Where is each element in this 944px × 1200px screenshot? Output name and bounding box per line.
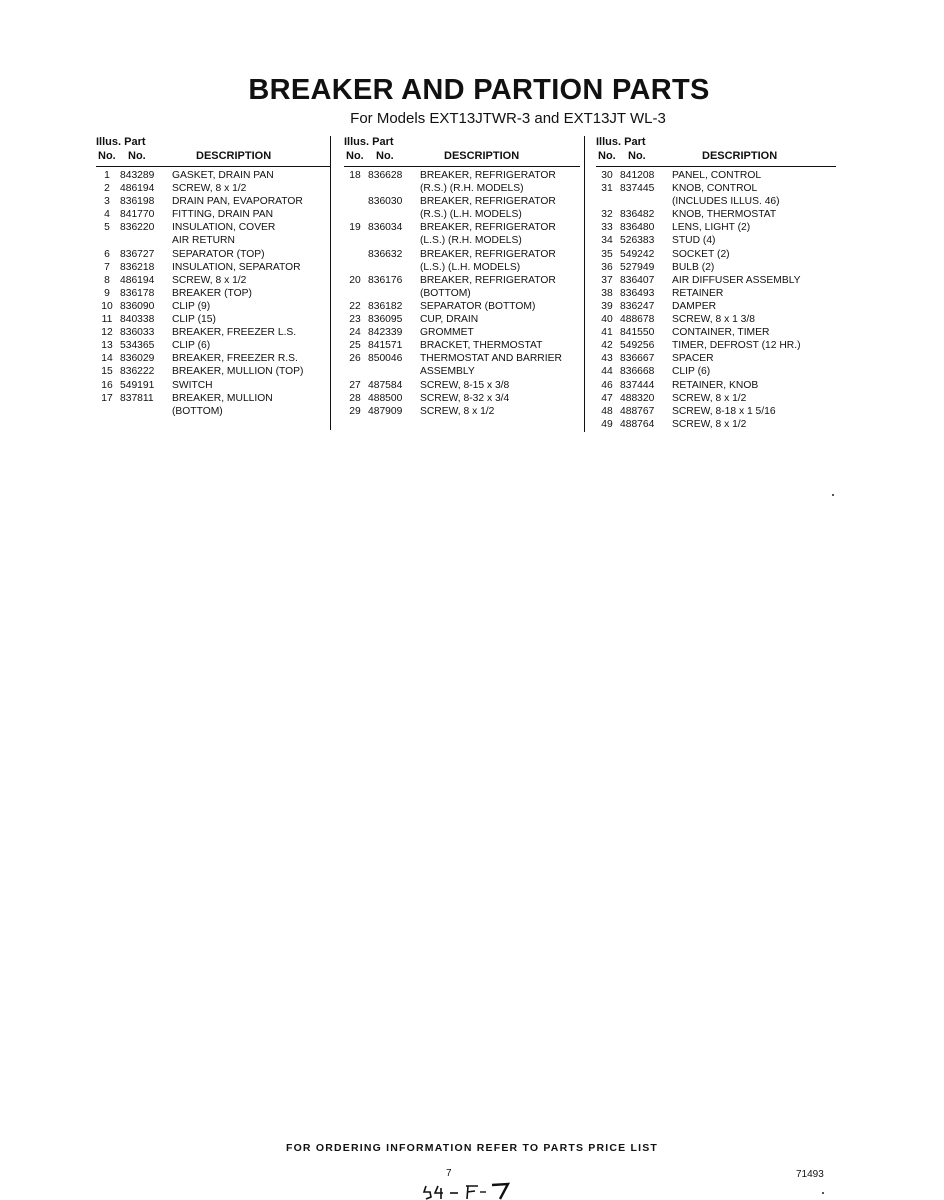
part-no-cell: 488320 — [620, 392, 655, 404]
table-row — [96, 392, 330, 405]
description-cell: (R.S.) (L.H. MODELS) — [420, 209, 522, 221]
part-no-cell: 549242 — [620, 248, 655, 260]
illus-no-cell: 33 — [601, 222, 613, 234]
table-row — [344, 313, 580, 326]
table-row — [96, 234, 330, 247]
description-cell: SEPARATOR (TOP) — [172, 248, 265, 260]
illus-no-cell — [344, 261, 366, 274]
table-row — [96, 365, 330, 378]
table-row — [344, 326, 580, 339]
part-no-cell: 836033 — [120, 327, 155, 339]
part-no-cell: 850046 — [368, 353, 403, 365]
ordering-info-footer: FOR ORDERING INFORMATION REFER TO PARTS PRICE LIST — [285, 1142, 659, 1154]
table-row — [344, 392, 580, 405]
table-row — [596, 208, 836, 221]
illus-no-cell: 44 — [601, 366, 613, 378]
description-cell: PANEL, CONTROL — [672, 170, 762, 181]
part-no-cell — [366, 287, 420, 300]
part-no-cell: 837445 — [620, 183, 655, 195]
description-cell: STUD (4) — [672, 235, 716, 247]
table-row — [96, 313, 330, 326]
part-no-header: No. — [628, 150, 646, 162]
table-row — [96, 379, 330, 392]
table-row — [96, 169, 330, 182]
description-cell: KNOB, CONTROL — [672, 183, 758, 195]
illus-no-cell: 22 — [349, 300, 361, 312]
page-number: 7 — [446, 1168, 452, 1179]
part-no-cell: 836407 — [620, 274, 655, 286]
table-row — [344, 208, 580, 221]
table-row — [96, 195, 330, 208]
part-no-cell: 841550 — [620, 327, 655, 339]
part-no-cell — [618, 195, 672, 208]
parts-list — [596, 167, 836, 431]
illus-no-cell: 47 — [601, 392, 613, 404]
table-row — [344, 339, 580, 352]
part-no-cell: 836030 — [368, 196, 403, 208]
part-no-cell: 836628 — [368, 170, 403, 181]
part-no-cell: 836095 — [368, 314, 403, 326]
description-cell: SCREW, 8-15 x 3/8 — [420, 379, 510, 391]
illus-no-cell: 38 — [601, 287, 613, 299]
illus-no-cell: 10 — [101, 300, 113, 312]
description-cell: SCREW, 8 x 1/2 — [172, 183, 247, 195]
illus-no-cell — [344, 248, 366, 261]
parts-column-3 — [596, 134, 836, 431]
illus-part-header: Illus. Part — [96, 136, 146, 148]
illus-no-cell: 11 — [101, 314, 113, 326]
table-row — [596, 182, 836, 195]
table-row — [596, 274, 836, 287]
illus-part-header: Illus. Part — [344, 136, 394, 148]
table-row — [96, 248, 330, 261]
part-no-cell — [366, 261, 420, 274]
description-cell: INSULATION, COVER — [172, 222, 276, 234]
table-row — [344, 248, 580, 261]
column-header — [344, 134, 580, 167]
table-row — [596, 287, 836, 300]
illus-no-cell — [344, 182, 366, 195]
part-no-cell: 836178 — [120, 287, 155, 299]
part-no-cell: 836090 — [120, 300, 155, 312]
description-cell: SWITCH — [172, 379, 213, 391]
table-row — [596, 221, 836, 234]
description-cell: CUP, DRAIN — [420, 314, 479, 326]
scan-speck — [822, 1192, 824, 1194]
description-cell: CLIP (15) — [172, 314, 216, 326]
description-cell: CLIP (6) — [672, 366, 711, 378]
table-row — [596, 365, 836, 378]
description-header: DESCRIPTION — [444, 150, 520, 162]
description-cell: GROMMET — [420, 327, 474, 339]
table-row — [96, 352, 330, 365]
part-no-cell: 549256 — [620, 340, 655, 352]
part-no-header: No. — [128, 150, 146, 162]
table-row — [344, 195, 580, 208]
description-cell: (L.S.) (R.H. MODELS) — [420, 235, 522, 247]
models-subtitle: For Models EXT13JTWR-3 and EXT13JT WL-3 — [350, 110, 666, 127]
illus-no-cell: 4 — [104, 209, 110, 221]
part-no-cell: 534365 — [120, 340, 155, 352]
table-row — [344, 379, 580, 392]
part-no-cell — [366, 182, 420, 195]
illus-no-cell: 13 — [101, 340, 113, 352]
illus-no-header: No. — [598, 150, 616, 162]
description-cell: BREAKER (TOP) — [172, 287, 252, 299]
description-cell: (L.S.) (L.H. MODELS) — [420, 261, 521, 273]
table-row — [344, 352, 580, 365]
part-no-cell: 843289 — [120, 170, 155, 181]
description-cell: SOCKET (2) — [672, 248, 730, 260]
table-row — [96, 221, 330, 234]
illus-no-cell: 25 — [349, 340, 361, 352]
table-row — [96, 339, 330, 352]
illus-no-cell: 15 — [101, 366, 113, 378]
illus-no-cell: 28 — [349, 392, 361, 404]
description-cell: BREAKER, REFRIGERATOR — [420, 222, 556, 234]
table-row — [344, 274, 580, 287]
part-no-cell: 836632 — [368, 248, 403, 260]
description-cell: BREAKER, MULLION — [172, 392, 273, 404]
illus-no-cell: 49 — [601, 418, 613, 430]
illus-no-cell: 8 — [104, 274, 110, 286]
description-cell: BREAKER, REFRIGERATOR — [420, 196, 556, 208]
table-row — [96, 274, 330, 287]
table-row — [96, 182, 330, 195]
illus-part-header: Illus. Part — [596, 136, 646, 148]
table-row — [344, 405, 580, 418]
illus-no-cell: 16 — [101, 379, 113, 391]
part-no-cell: 836220 — [120, 222, 155, 234]
part-no-cell: 487584 — [368, 379, 403, 391]
description-cell: SEPARATOR (BOTTOM) — [420, 300, 536, 312]
description-cell: BREAKER, REFRIGERATOR — [420, 248, 556, 260]
part-no-cell: 841770 — [120, 209, 155, 221]
part-no-cell: 836667 — [620, 353, 655, 365]
part-no-cell: 836222 — [120, 366, 155, 378]
description-cell: CONTAINER, TIMER — [672, 327, 770, 339]
description-cell: BREAKER, MULLION (TOP) — [172, 366, 304, 378]
part-no-cell — [366, 234, 420, 247]
table-row — [596, 379, 836, 392]
description-cell: ASSEMBLY — [420, 366, 475, 378]
table-row — [596, 352, 836, 365]
description-cell: SCREW, 8 x 1/2 — [672, 392, 747, 404]
table-row — [344, 261, 580, 274]
illus-no-cell: 23 — [349, 314, 361, 326]
part-no-cell: 837811 — [120, 392, 154, 404]
description-cell: TIMER, DEFROST (12 HR.) — [672, 340, 801, 352]
illus-no-cell: 36 — [601, 261, 613, 273]
illus-no-cell: 1 — [104, 170, 110, 181]
part-no-cell: 840338 — [120, 314, 155, 326]
part-no-cell: 836493 — [620, 287, 655, 299]
parts-list — [344, 167, 580, 418]
table-row — [96, 261, 330, 274]
part-no-cell: 549191 — [120, 379, 155, 391]
description-header: DESCRIPTION — [702, 150, 778, 162]
description-cell: SCREW, 8 x 1/2 — [672, 418, 747, 430]
column-divider — [584, 136, 585, 432]
table-row — [596, 300, 836, 313]
description-cell: SPACER — [672, 353, 714, 365]
description-cell: KNOB, THERMOSTAT — [672, 209, 777, 221]
illus-no-cell: 27 — [349, 379, 361, 391]
parts-column-1 — [96, 134, 330, 418]
description-cell: BRACKET, THERMOSTAT — [420, 340, 543, 352]
column-header — [596, 134, 836, 167]
table-row — [596, 418, 836, 431]
table-row — [344, 182, 580, 195]
table-row — [596, 392, 836, 405]
part-no-cell: 486194 — [120, 274, 155, 286]
table-row — [596, 326, 836, 339]
table-row — [596, 261, 836, 274]
illus-no-cell: 18 — [349, 170, 361, 181]
illus-no-cell: 34 — [601, 235, 613, 247]
illus-no-cell: 19 — [349, 222, 361, 234]
illus-no-cell: 3 — [104, 196, 110, 208]
description-cell: AIR RETURN — [172, 235, 235, 247]
illus-no-cell: 14 — [101, 353, 113, 365]
part-no-cell — [366, 365, 420, 378]
illus-no-header: No. — [98, 150, 116, 162]
page-title: BREAKER AND PARTION PARTS — [248, 74, 710, 106]
table-row — [96, 405, 330, 418]
description-cell: DAMPER — [672, 300, 717, 312]
illus-no-cell: 42 — [601, 340, 613, 352]
table-row — [596, 169, 836, 182]
illus-no-cell: 12 — [101, 327, 113, 339]
part-no-cell: 842339 — [368, 327, 403, 339]
table-row — [596, 313, 836, 326]
illus-no-cell: 6 — [104, 248, 110, 260]
illus-no-cell: 37 — [601, 274, 613, 286]
handwritten-note — [420, 1180, 530, 1200]
part-no-cell: 836198 — [120, 196, 155, 208]
illus-no-cell — [96, 405, 118, 418]
illus-no-cell: 35 — [601, 248, 613, 260]
illus-no-cell: 17 — [101, 392, 113, 404]
description-cell: DRAIN PAN, EVAPORATOR — [172, 196, 303, 208]
part-no-cell: 841571 — [368, 340, 403, 352]
parts-list — [96, 167, 330, 418]
table-row — [596, 234, 836, 247]
scan-speck — [832, 494, 834, 496]
part-no-cell: 836029 — [120, 353, 155, 365]
illus-no-cell: 24 — [349, 327, 361, 339]
part-no-cell: 836247 — [620, 300, 655, 312]
illus-no-header: No. — [346, 150, 364, 162]
description-cell: THERMOSTAT AND BARRIER — [420, 353, 562, 365]
illus-no-cell — [344, 287, 366, 300]
part-no-cell: 836182 — [368, 300, 403, 312]
table-row — [344, 221, 580, 234]
table-row — [596, 195, 836, 208]
part-no-cell: 487909 — [368, 405, 403, 417]
part-no-header: No. — [376, 150, 394, 162]
illus-no-cell: 20 — [349, 274, 361, 286]
part-no-cell — [118, 405, 172, 418]
description-cell: BREAKER, REFRIGERATOR — [420, 170, 556, 181]
document-number: 71493 — [796, 1169, 824, 1180]
table-row — [344, 365, 580, 378]
description-cell: SCREW, 8-32 x 3/4 — [420, 392, 510, 404]
description-cell: BREAKER, FREEZER L.S. — [172, 327, 297, 339]
description-cell: GASKET, DRAIN PAN — [172, 170, 274, 181]
illus-no-cell — [96, 234, 118, 247]
table-row — [96, 300, 330, 313]
description-cell: INSULATION, SEPARATOR — [172, 261, 301, 273]
description-header: DESCRIPTION — [196, 150, 272, 162]
illus-no-cell: 46 — [601, 379, 613, 391]
column-divider — [330, 136, 331, 430]
description-cell: BREAKER, REFRIGERATOR — [420, 274, 556, 286]
illus-no-cell: 29 — [349, 405, 361, 417]
description-cell: RETAINER — [672, 287, 724, 299]
illus-no-cell: 9 — [104, 287, 110, 299]
description-cell: SCREW, 8 x 1/2 — [420, 405, 495, 417]
part-no-cell: 836482 — [620, 209, 655, 221]
illus-no-cell: 2 — [104, 183, 110, 195]
description-cell: (INCLUDES ILLUS. 46) — [672, 196, 780, 208]
description-cell: BULB (2) — [672, 261, 715, 273]
description-cell: CLIP (6) — [172, 340, 211, 352]
illus-no-cell — [344, 195, 366, 208]
table-row — [596, 248, 836, 261]
part-no-cell: 486194 — [120, 183, 155, 195]
table-row — [596, 405, 836, 418]
description-cell: (R.S.) (R.H. MODELS) — [420, 183, 524, 195]
column-header — [96, 134, 330, 167]
part-no-cell: 836668 — [620, 366, 655, 378]
table-row — [344, 234, 580, 247]
illus-no-cell: 43 — [601, 353, 613, 365]
part-no-cell: 526383 — [620, 235, 655, 247]
table-row — [96, 287, 330, 300]
part-no-cell: 836034 — [368, 222, 403, 234]
table-row — [596, 339, 836, 352]
table-row — [96, 208, 330, 221]
description-cell: SCREW, 8-18 x 1 5/16 — [672, 405, 776, 417]
illus-no-cell — [596, 195, 618, 208]
illus-no-cell: 32 — [601, 209, 613, 221]
description-cell: FITTING, DRAIN PAN — [172, 209, 274, 221]
description-cell: RETAINER, KNOB — [672, 379, 759, 391]
description-cell: (BOTTOM) — [420, 287, 471, 299]
parts-column-2 — [344, 134, 580, 418]
part-no-cell: 488764 — [620, 418, 655, 430]
part-no-cell: 836480 — [620, 222, 655, 234]
table-row — [344, 287, 580, 300]
description-cell: (BOTTOM) — [172, 405, 223, 417]
illus-no-cell: 30 — [601, 170, 613, 181]
part-no-cell: 837444 — [620, 379, 655, 391]
part-no-cell: 488767 — [620, 405, 655, 417]
illus-no-cell: 39 — [601, 300, 613, 312]
illus-no-cell — [344, 234, 366, 247]
description-cell: SCREW, 8 x 1 3/8 — [672, 314, 755, 326]
illus-no-cell: 5 — [104, 222, 110, 234]
description-cell: LENS, LIGHT (2) — [672, 222, 751, 234]
part-no-cell — [118, 234, 172, 247]
illus-no-cell — [344, 365, 366, 378]
part-no-cell: 527949 — [620, 261, 655, 273]
part-no-cell: 836176 — [368, 274, 403, 286]
table-row — [344, 300, 580, 313]
illus-no-cell — [344, 208, 366, 221]
illus-no-cell: 26 — [349, 353, 361, 365]
table-row — [96, 326, 330, 339]
illus-no-cell: 48 — [601, 405, 613, 417]
part-no-cell: 836218 — [120, 261, 155, 273]
table-row — [344, 169, 580, 182]
illus-no-cell: 40 — [601, 314, 613, 326]
part-no-cell: 488678 — [620, 314, 655, 326]
description-cell: SCREW, 8 x 1/2 — [172, 274, 247, 286]
part-no-cell: 836727 — [120, 248, 155, 260]
description-cell: CLIP (9) — [172, 300, 211, 312]
description-cell: BREAKER, FREEZER R.S. — [172, 353, 298, 365]
illus-no-cell: 31 — [601, 183, 613, 195]
illus-no-cell: 7 — [104, 261, 110, 273]
part-no-cell: 488500 — [368, 392, 403, 404]
part-no-cell: 841208 — [620, 170, 655, 181]
part-no-cell — [366, 208, 420, 221]
description-cell: AIR DIFFUSER ASSEMBLY — [672, 274, 801, 286]
illus-no-cell: 41 — [601, 327, 613, 339]
